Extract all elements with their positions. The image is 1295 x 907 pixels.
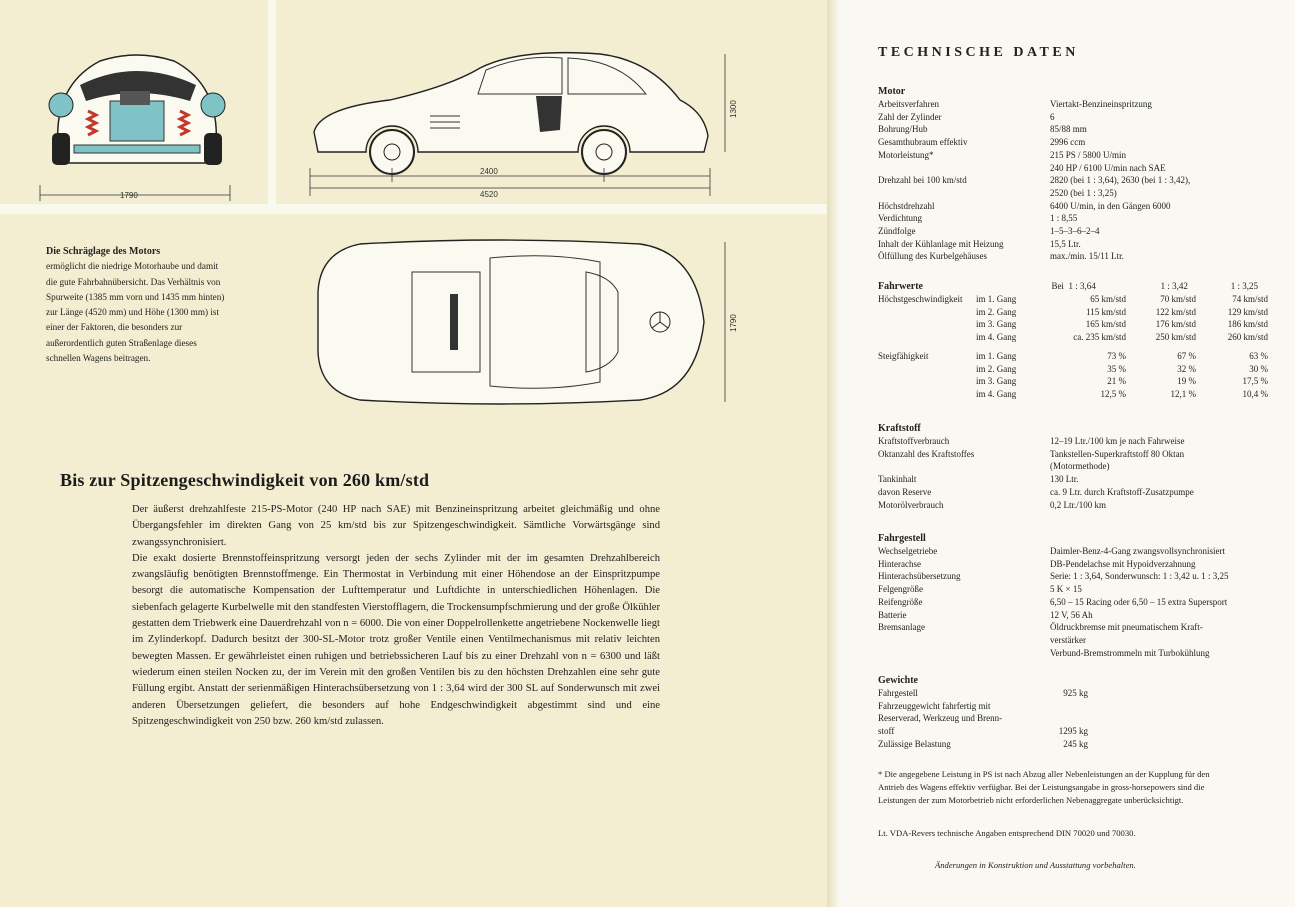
spec-label [878,187,1050,200]
spec-value [1028,700,1088,713]
fahrwerte-header [878,280,1258,293]
spec-value: 6 [1050,111,1055,122]
performance-label [878,388,976,401]
spec-value: 2520 (bei 1 : 3,25) [1050,187,1117,198]
performance-value: 32 % [1177,363,1196,374]
spec-value: 1 : 8,55 [1050,213,1078,224]
spec-row [878,123,1278,136]
top-width-dimension: 1790 [729,314,738,332]
spec-row [878,162,1278,175]
changes-note: Änderungen in Konstruktion und Ausstattung vorbehalten. [935,860,1136,870]
performance-value: 63 % [1249,350,1268,361]
performance-label: Höchstgeschwindigkeit [878,294,963,304]
spec-value: DB-Pendelachse mit Hypoidverzahnung [1050,558,1196,569]
spec-row [878,238,1278,251]
spec-label: Zahl der Zylinder [878,111,942,122]
performance-value: 67 % [1177,350,1196,361]
spec-row [878,570,1278,583]
spec-label: Fahrgestell [878,688,918,698]
spec-label: Hinterachse [878,558,921,569]
gear-label: im 3. Gang [976,319,1017,330]
spec-row [878,596,1278,609]
spec-row [878,174,1278,187]
spec-row [878,448,1278,461]
motor-title: Motor [878,86,906,97]
performance-value: 21 % [1107,376,1126,387]
fahrgestell-title: Fahrgestell [878,533,926,544]
spec-value: 6,50 – 15 Racing oder 6,50 – 15 extra Supersport [1050,596,1228,607]
spec-value: Öldruckbremse mit pneumatischem Kraft- [1050,622,1203,633]
performance-value: 19 % [1177,376,1196,387]
spec-row [878,136,1278,149]
spec-label [878,162,1050,175]
spec-label: stoff [878,726,895,737]
spec-row [878,250,1278,263]
performance-value: 165 km/std [1085,319,1126,330]
spec-label: Fahrzeuggewicht fahrfertig mit [878,700,991,711]
page-gutter [827,0,839,907]
divider-vertical [268,0,276,214]
spec-row [878,98,1278,111]
spec-label [878,460,1050,473]
performance-value: 122 km/std [1155,306,1196,317]
spec-row [878,647,1278,660]
spec-value: 6400 U/min, in den Gängen 6000 [1050,200,1171,211]
spec-label: Höchstdrehzahl [878,200,935,211]
motor-section [878,85,1278,263]
performance-value: ca. 235 km/std [1073,332,1126,343]
spec-row [878,149,1278,162]
spec-value: 2996 ccm [1050,137,1086,148]
performance-row [878,331,1268,344]
ratio-header: 1 : 3,25 [1230,281,1258,291]
spec-label: Reserverad, Werkzeug und Brenn- [878,713,1003,724]
spec-value: Verbund-Bremstrommeln mit Turbokühlung [1050,647,1210,658]
performance-value: 12,1 % [1170,388,1196,399]
spec-label: Zündfolge [878,226,916,237]
body-text [132,502,660,730]
kraftstoff-title: Kraftstoff [878,423,921,434]
performance-label [878,375,976,388]
spec-label: Arbeitsverfahren [878,99,939,109]
top-view-drawing [300,232,745,412]
spec-value: 925 kg [1063,688,1088,698]
spec-value: 12–19 Ltr./100 km je nach Fahrweise [1050,436,1185,446]
spec-value: 215 PS / 5800 U/min [1050,149,1127,160]
performance-value: 10,4 % [1242,388,1268,399]
spec-value: max./min. 15/11 Ltr. [1050,251,1124,262]
spec-row [878,499,1278,512]
spec-label: Bremsanlage [878,622,925,633]
spec-value: 0,2 Ltr./100 km [1050,499,1106,510]
gear-label: im 3. Gang [976,376,1017,387]
performance-value: 186 km/std [1227,319,1268,330]
main-heading: Bis zur Spitzengeschwindigkeit von 260 km/std [60,470,430,490]
spec-label: Gesamthubraum effektiv [878,137,968,148]
spec-value: ca. 9 Ltr. durch Kraftstoff-Zusatzpumpe [1050,486,1194,497]
spec-value: 1295 kg [1058,726,1088,737]
performance-value: 73 % [1107,350,1126,361]
spec-row [878,200,1278,213]
spec-row [878,738,1278,751]
kraftstoff-section [878,422,1278,511]
performance-value: 17,5 % [1242,376,1268,387]
spec-value: 12 V, 56 Ah [1050,609,1093,620]
spec-value: 5 K × 15 [1050,584,1082,595]
ratio-header: 1 : 3,42 [1160,281,1188,291]
spec-value: 85/88 mm [1050,124,1087,135]
spec-row [878,473,1278,486]
height-dimension: 1300 [729,100,738,118]
spec-value: 2820 (bei 1 : 3,64), 2630 (bei 1 : 3,42), [1050,175,1191,186]
performance-row [878,350,1268,363]
spec-label: Verdichtung [878,213,922,224]
spec-label: Felgengröße [878,584,923,595]
gear-label: im 2. Gang [976,306,1017,317]
spec-label: Kraftstoffverbrauch [878,436,950,446]
body-paragraph: Die exakt dosierte Brennstoffeinspritzung versorgt jeden der sechs Zylinder mit der im gesamten Drehzahlbereich zwangsläufig benötigten Brennstoffmenge. Ein Thermostat in Verbindung mit einer Höhendose an der Einspritzpumpe besorgt die automatische Kompensation der Lufttemperatur und Luftdichte in unterschiedlichen Höhenlagen. Die siebenfach gelagerte Kurbelwelle mit den standfesten Vierstofflagern, die Trockensumpfschmierung und der große Ölkühler gestatten dem Triebwerk eine Dauerdrehzahl von n = 6000. Die von einer Doppelrollenkette angetriebene Nockenwelle liegt im Zylinderkopf. Dadurch besitzt der 300-SL-Motor trotz großer Ventile einen Ventilmechanismus mit relativ leichten bewegten Massen. Er gewährleistet einen ruhigen und betriebssicheren Lauf bis zu einer Drehzahl von n = 6300 und läßt wiederum einen steilen Nocken zu, der im Verein mit den großen Ventilen bis zu den höchsten Drehzahlen eine sehr gute Füllung ergibt. Anstatt der serienmäßigen Hinterachsübersetzung von 1 : 3,64 wird der 300 SL auf Sonderwunsch mit zwei anderen Übersetzungen geliefert, die besonders auf hohe Endgeschwindigkeit abgestimmt sind und eine Spitzengeschwindigkeit von 250 bzw. 260 km/std zulassen. [132,552,660,727]
spec-value: 1–5–3–6–2–4 [1050,226,1100,237]
footnote: * Die angegebene Leistung in PS ist nach Abzug aller Nebenleistungen an der Kupplung für den Antrieb des Wagens effektiv verfügbar. Bei der Leistungsangabe in gross-horsepowers sind die Leistungen der zum Motorbetrieb nicht erforderlichen Nebenaggregate unberücksichtigt. [878,769,1210,806]
spec-row [878,687,1278,700]
performance-value: 129 km/std [1227,306,1268,317]
spec-value: 240 HP / 6100 U/min nach SAE [1050,162,1166,173]
tech-data-title: TECHNISCHE DATEN [878,45,1079,60]
front-view-drawing [30,45,242,205]
spec-value: 130 Ltr. [1050,474,1079,485]
spec-label: Oktanzahl des Kraftstoffes [878,448,975,459]
spec-row [878,725,1278,738]
performance-value: 35 % [1107,363,1126,374]
performance-row [878,318,1268,331]
spec-label [878,634,1050,647]
spec-row [878,435,1278,448]
spec-label: Wechselgetriebe [878,546,938,556]
spec-row [878,212,1278,225]
performance-row [878,306,1268,319]
performance-row [878,375,1268,388]
spec-label: Inhalt der Kühlanlage mit Heizung [878,238,1004,249]
spec-value: Tankstellen-Superkraftstoff 80 Oktan [1050,448,1185,459]
gear-label: im 2. Gang [976,363,1017,374]
performance-row [878,293,1268,306]
spec-row [878,583,1278,596]
motor-caption-title: Die Schräglage des Motors [46,246,161,257]
spec-row [878,460,1278,473]
performance-value: 65 km/std [1090,294,1126,304]
spec-value: 245 kg [1063,738,1088,749]
spec-label: Motorleistung* [878,149,934,160]
spec-row [878,486,1278,499]
spec-row [878,558,1278,571]
performance-value: 30 % [1249,363,1268,374]
spec-row [878,634,1278,647]
gear-label: im 4. Gang [976,388,1017,399]
performance-value: 12,5 % [1100,388,1126,399]
performance-value: 115 km/std [1086,306,1126,317]
spec-value: (Motormethode) [1050,461,1110,472]
gear-label: im 1. Gang [976,294,1017,304]
spec-row [878,621,1278,634]
motor-caption [46,244,226,366]
performance-value: 176 km/std [1155,319,1196,330]
motor-caption-text: ermöglicht die niedrige Motorhaube und damit die gute Fahrbahnübersicht. Das Verhältnis von Spurweite (1385 mm vorn und 1435 mm hinten) zur Länge (4520 mm) und Höhe (1300 mm) ist einer der Faktoren, die besonders zur außerordentlich guten Straßenlage dieses schnellen Wagens beitragen. [46,261,225,364]
performance-value: 74 km/std [1232,294,1268,304]
spec-label: davon Reserve [878,486,932,497]
performance-value: 70 km/std [1160,294,1196,304]
spec-label: Drehzahl bei 100 km/std [878,175,967,186]
performance-label [878,306,976,319]
spec-row [878,225,1278,238]
gear-label: im 4. Gang [976,332,1017,343]
gear-label: im 1. Gang [976,350,1017,361]
spec-row [878,700,1278,713]
spec-label: Reifengröße [878,596,923,607]
performance-value: 260 km/std [1227,332,1268,343]
performance-value: 250 km/std [1155,332,1196,343]
spec-label: Motorölverbrauch [878,499,944,510]
spec-value: 15,5 Ltr. [1050,238,1081,249]
performance-label [878,363,976,376]
performance-row [878,388,1268,401]
performance-label [878,331,976,344]
spec-row [878,609,1278,622]
side-view-drawing [300,40,745,200]
spec-label: Tankinhalt [878,474,917,485]
spec-label: Bohrung/Hub [878,124,928,135]
front-width-dimension: 1790 [120,191,138,200]
divider-horizontal [0,204,832,214]
spec-value: verstärker [1050,634,1086,645]
spec-label: Hinterachsübersetzung [878,571,961,582]
spec-row [878,712,1278,725]
performance-label: Steigfähigkeit [878,350,929,361]
ratio-header: Bei 1 : 3,64 [1051,281,1096,291]
spec-row [878,545,1278,558]
spec-label [878,647,1050,660]
spec-value: Serie: 1 : 3,64, Sonderwunsch: 1 : 3,42 u. 1 : 3,25 [1050,571,1229,582]
spec-value: Viertakt-Benzineinspritzung [1050,99,1152,109]
fahrwerte-title: Fahrwerte [878,281,923,292]
wheelbase-dimension: 2400 [480,167,498,176]
gewichte-title: Gewichte [878,675,918,686]
spec-row [878,111,1278,124]
spec-value [1028,712,1088,725]
body-paragraph: Der äußerst drehzahlfeste 215-PS-Motor (240 HP nach SAE) mit Benzineinspritzung arbeitet gleichmäßig und ohne Übergangsfehler im direkten Gang von 25 km/std bis zur Spitzengeschwindigkeit. Sämtliche Vorwärtsgänge sind zwangssynchronisiert. [132,504,660,548]
fahrgestell-section [878,532,1278,659]
spec-label: Batterie [878,609,907,620]
spec-label: Ölfüllung des Kurbelgehäuses [878,251,987,262]
gewichte-section [878,674,1278,751]
spec-label: Zulässige Belastung [878,738,951,749]
fahrwerte-section [878,280,1268,401]
performance-label [878,318,976,331]
spec-value: Daimler-Benz-4-Gang zwangsvollsynchronisiert [1050,546,1226,556]
spec-row [878,187,1278,200]
din-note: Lt. VDA-Revers technische Angaben entsprechend DIN 70020 und 70030. [878,828,1136,838]
length-dimension: 4520 [480,190,498,199]
performance-row [878,363,1268,376]
